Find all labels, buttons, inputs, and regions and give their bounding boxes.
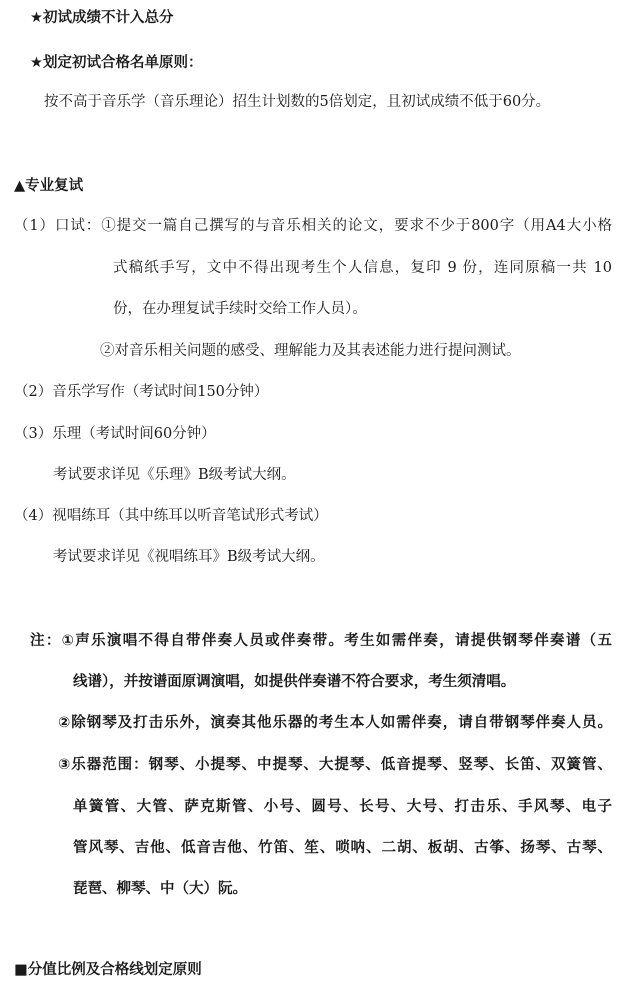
music-theory-requirement: 考试要求详见《乐理》B级考试大纲。 — [53, 467, 296, 483]
music-theory-item: （3）乐理（考试时间60分钟） — [14, 426, 216, 442]
initial-score-note: ★初试成绩不计入总分 — [30, 10, 174, 26]
retest-heading: ▲专业复试 — [14, 178, 84, 194]
note-3-line-2: 单簧管、大管、萨克斯管、小号、圆号、长号、大号、打击乐、手风琴、电子 — [73, 799, 612, 815]
note-2: ②除钢琴及打击乐外，演奏其他乐器的考生本人如需伴奏，请自带钢琴伴奏人员。 — [58, 715, 612, 731]
note-3-line-3: 管风琴、吉他、低音吉他、竹笛、笙、唢呐、二胡、板胡、古筝、扬琴、古琴、 — [73, 840, 612, 856]
oral-exam-line-2: 式稿纸手写，文中不得出现考生个人信息，复印 9 份，连同原稿一共 10 — [113, 260, 612, 276]
note-1-line-2: 线谱），并按谱面原调演唱，如提供伴奏谱不符合要求，考生须清唱。 — [73, 674, 516, 690]
score-principle-heading: ■分值比例及合格线划定原则 — [14, 962, 202, 978]
solfege-item: （4）视唱练耳（其中练耳以听音笔试形式考试） — [14, 508, 328, 524]
pass-principle-heading: ★划定初试合格名单原则： — [30, 55, 203, 71]
note-3-line-4: 琵琶、柳琴、中（大）阮。 — [73, 881, 247, 897]
oral-exam-line-4: ②对音乐相关问题的感受、理解能力及其表述能力进行提问测试。 — [100, 343, 521, 359]
note-1-line-1: 注：①声乐演唱不得自带伴奏人员或伴奏带。考生如需伴奏，请提供钢琴伴奏谱（五 — [30, 633, 612, 649]
pass-principle-text: 按不高于音乐学（音乐理论）招生计划数的5倍划定，且初试成绩不低于60分。 — [44, 94, 551, 110]
solfege-requirement: 考试要求详见《视唱练耳》B级考试大纲。 — [53, 549, 325, 565]
oral-exam-line-3: 份，在办理复试手续时交给工作人员）。 — [113, 301, 367, 317]
music-writing-item: （2）音乐学写作（考试时间150分钟） — [14, 384, 269, 400]
oral-exam-line-1: （1）口试：①提交一篇自己撰写的与音乐相关的论文，要求不少于800字（用A4大小格 — [14, 218, 612, 234]
note-3-line-1: ③乐器范围：钢琴、小提琴、中提琴、大提琴、低音提琴、竖琴、长笛、双簧管、 — [58, 757, 612, 773]
